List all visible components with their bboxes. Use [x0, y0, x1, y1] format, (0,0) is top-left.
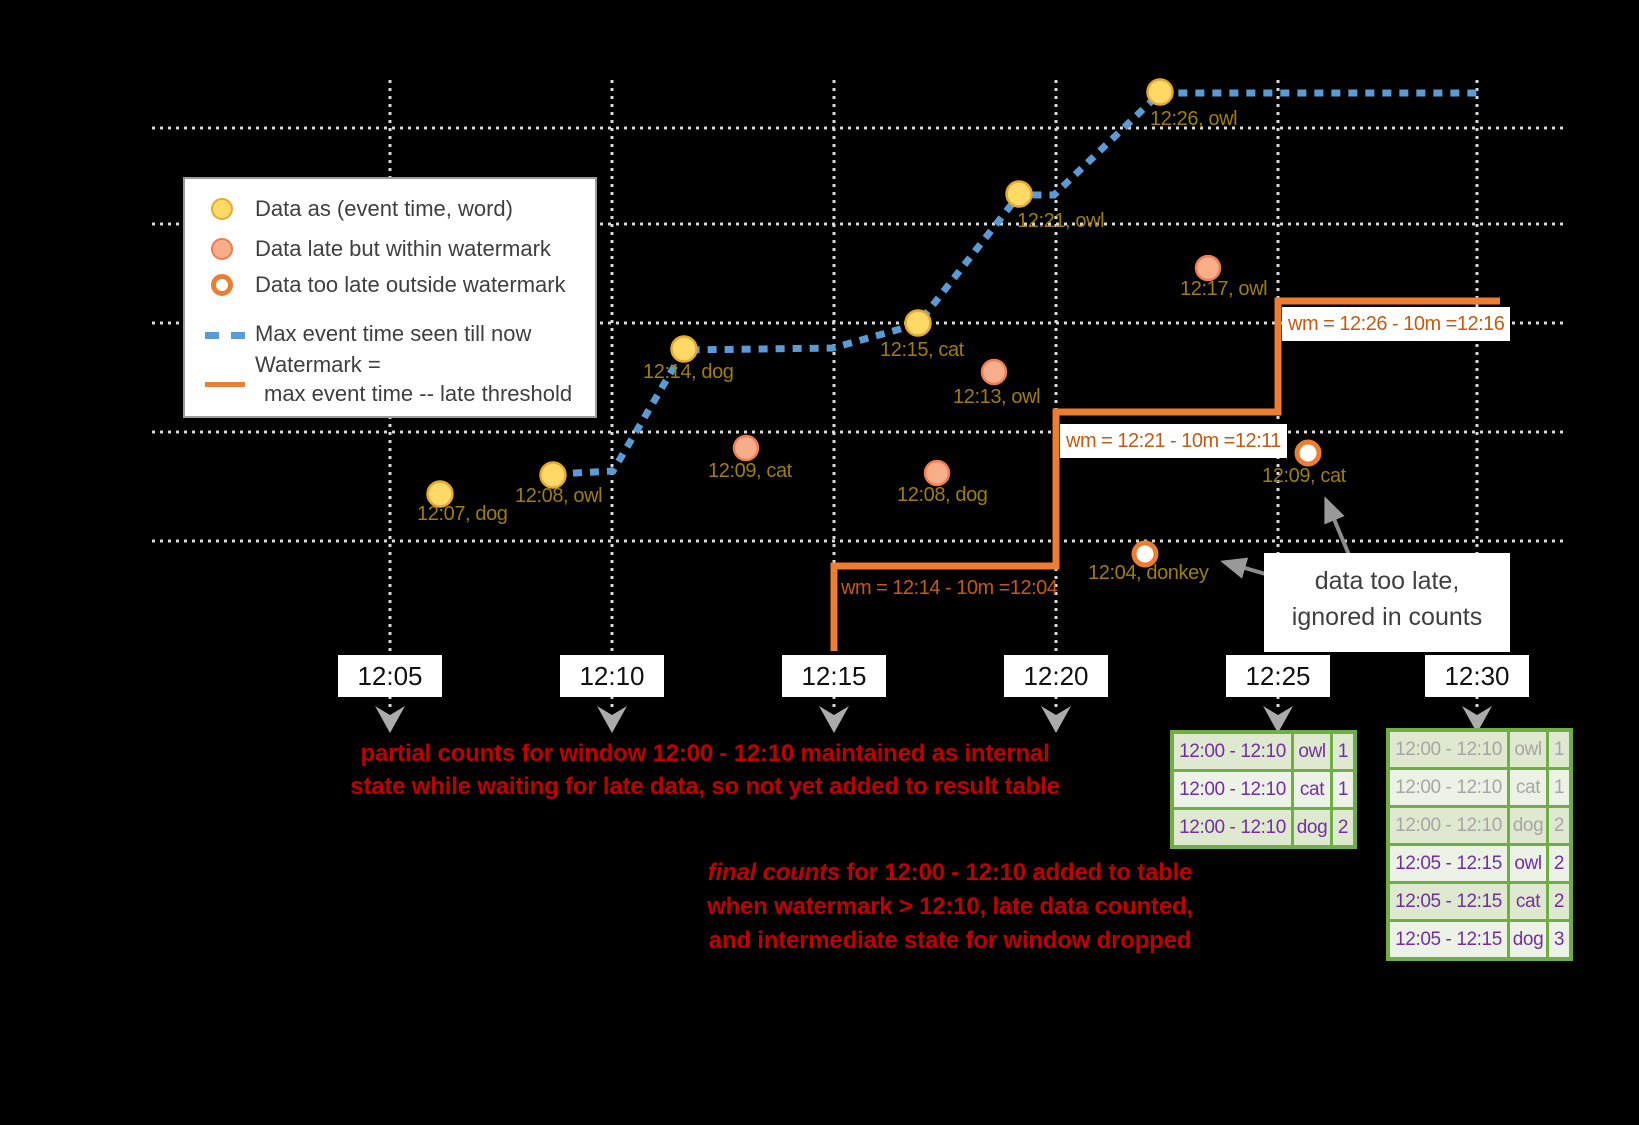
result-table-12-25: [1170, 730, 1357, 849]
result-table-12-30: [1386, 728, 1573, 961]
event-label: 12:21, owl: [1017, 210, 1105, 232]
legend-item: [185, 319, 595, 349]
data-point-on-time: [1007, 182, 1032, 207]
table-row: [1390, 884, 1569, 919]
count-cell: 1: [1333, 772, 1353, 807]
final-counts-line1: [640, 856, 1260, 890]
count-cell: 3: [1549, 922, 1569, 957]
final-counts-line2: when watermark > 12:10, late data counted,: [707, 893, 1193, 920]
window-cell: 12:05 - 12:15: [1390, 846, 1507, 881]
word-cell: cat: [1510, 770, 1546, 805]
watermark-label-3: wm = 12:26 - 10m =12:16: [1282, 307, 1510, 341]
data-point-on-time: [1148, 80, 1173, 105]
trigger-arrow-icon: [597, 706, 627, 733]
count-cell: 2: [1549, 808, 1569, 843]
tick-12-15: 12:15: [782, 655, 886, 697]
window-cell: 12:05 - 12:15: [1390, 922, 1507, 957]
data-point-on-time: [541, 463, 566, 488]
data-point-late: [982, 360, 1006, 384]
window-cell: 12:00 - 12:10: [1174, 734, 1291, 769]
word-cell: owl: [1510, 846, 1546, 881]
event-label: 12:08, dog: [897, 484, 988, 506]
trigger-arrows: [375, 706, 1492, 733]
window-cell: 12:05 - 12:15: [1390, 884, 1507, 919]
event-label: 12:15, cat: [880, 339, 964, 361]
too-late-note-line2: ignored in counts: [1291, 603, 1483, 631]
window-cell: 12:00 - 12:10: [1174, 772, 1291, 807]
window-cell: 12:00 - 12:10: [1390, 808, 1507, 843]
data-point-on-time: [906, 311, 931, 336]
legend-label: Max event time seen till now: [255, 321, 532, 346]
on-time-dot-icon: [211, 198, 233, 220]
final-counts-note: [640, 856, 1260, 958]
max-event-time-line-icon: [205, 332, 245, 339]
event-label: 12:17, owl: [1180, 278, 1268, 300]
count-cell: 2: [1549, 846, 1569, 881]
trigger-arrow-icon: [1263, 706, 1293, 733]
partial-counts-line2: state while waiting for late data, so not yet added to result table: [350, 773, 1060, 800]
table-row: [1174, 734, 1353, 769]
tick-12-20: 12:20: [1004, 655, 1108, 697]
word-cell: owl: [1510, 732, 1546, 767]
tick-12-25: 12:25: [1226, 655, 1330, 697]
tick-12-05: 12:05: [338, 655, 442, 697]
partial-counts-note: [330, 737, 1080, 803]
legend-item: [185, 350, 595, 406]
word-cell: owl: [1294, 734, 1330, 769]
word-cell: dog: [1510, 922, 1546, 957]
table-row: [1174, 772, 1353, 807]
event-label: 12:07, dog: [417, 503, 508, 525]
event-label: 12:13, owl: [953, 386, 1041, 408]
data-point-late: [925, 461, 949, 485]
table-row: [1390, 846, 1569, 881]
legend: [183, 177, 597, 418]
final-counts-line3: and intermediate state for window dropped: [708, 927, 1192, 954]
event-label: 12:14, dog: [643, 361, 734, 383]
word-cell: cat: [1294, 772, 1330, 807]
data-point-late: [734, 436, 758, 460]
final-counts-emphasis: final counts: [707, 859, 841, 886]
event-label: 12:09, cat: [1262, 465, 1346, 487]
data-point-on-time: [672, 337, 697, 362]
window-cell: 12:00 - 12:10: [1390, 732, 1507, 767]
partial-counts-line1: partial counts for window 12:00 - 12:10 maintained as internal: [360, 740, 1050, 767]
table-row-faded: [1390, 808, 1569, 843]
tick-12-30: 12:30: [1425, 655, 1529, 697]
legend-item: [185, 234, 595, 264]
legend-label: Data as (event time, word): [255, 196, 513, 221]
too-late-ring-icon: [211, 274, 233, 296]
legend-label: Data too late outside watermark: [255, 272, 566, 297]
legend-item: [185, 194, 595, 224]
legend-label: Data late but within watermark: [255, 236, 551, 261]
trigger-arrow-icon: [375, 706, 405, 733]
table-row: [1174, 810, 1353, 845]
too-late-note: [1264, 553, 1510, 652]
watermark-line-icon: [205, 382, 245, 387]
legend-label: Watermark =: [255, 352, 381, 377]
watermark-label-2: wm = 12:21 - 10m =12:11: [1060, 424, 1287, 458]
late-dot-icon: [211, 238, 233, 260]
data-point-late: [1196, 256, 1220, 280]
word-cell: dog: [1510, 808, 1546, 843]
table-row-faded: [1390, 732, 1569, 767]
count-cell: 2: [1333, 810, 1353, 845]
max-event-time-line: [556, 93, 1478, 474]
event-label: 12:04, donkey: [1088, 562, 1209, 584]
window-cell: 12:00 - 12:10: [1174, 810, 1291, 845]
too-late-note-line1: data too late,: [1314, 567, 1460, 595]
legend-label-line2: max event time -- late threshold: [264, 381, 573, 406]
trigger-arrow-icon: [819, 706, 849, 733]
word-cell: dog: [1294, 810, 1330, 845]
event-label: 12:26, owl: [1150, 108, 1238, 130]
event-label: 12:08, owl: [515, 485, 603, 507]
data-point-too-late: [1297, 442, 1319, 464]
legend-item: [185, 270, 595, 300]
tick-12-10: 12:10: [560, 655, 664, 697]
count-cell: 1: [1333, 734, 1353, 769]
table-row: [1390, 922, 1569, 957]
table-row-faded: [1390, 770, 1569, 805]
window-cell: 12:00 - 12:10: [1390, 770, 1507, 805]
count-cell: 1: [1549, 770, 1569, 805]
trigger-arrow-icon: [1041, 706, 1071, 733]
watermark-label-1: wm = 12:14 - 10m =12:04: [841, 577, 1058, 599]
count-cell: 1: [1549, 732, 1569, 767]
event-label: 12:09, cat: [708, 460, 792, 482]
count-cell: 2: [1549, 884, 1569, 919]
final-counts-line1-rest: for 12:00 - 12:10 added to table: [840, 859, 1193, 886]
word-cell: cat: [1510, 884, 1546, 919]
